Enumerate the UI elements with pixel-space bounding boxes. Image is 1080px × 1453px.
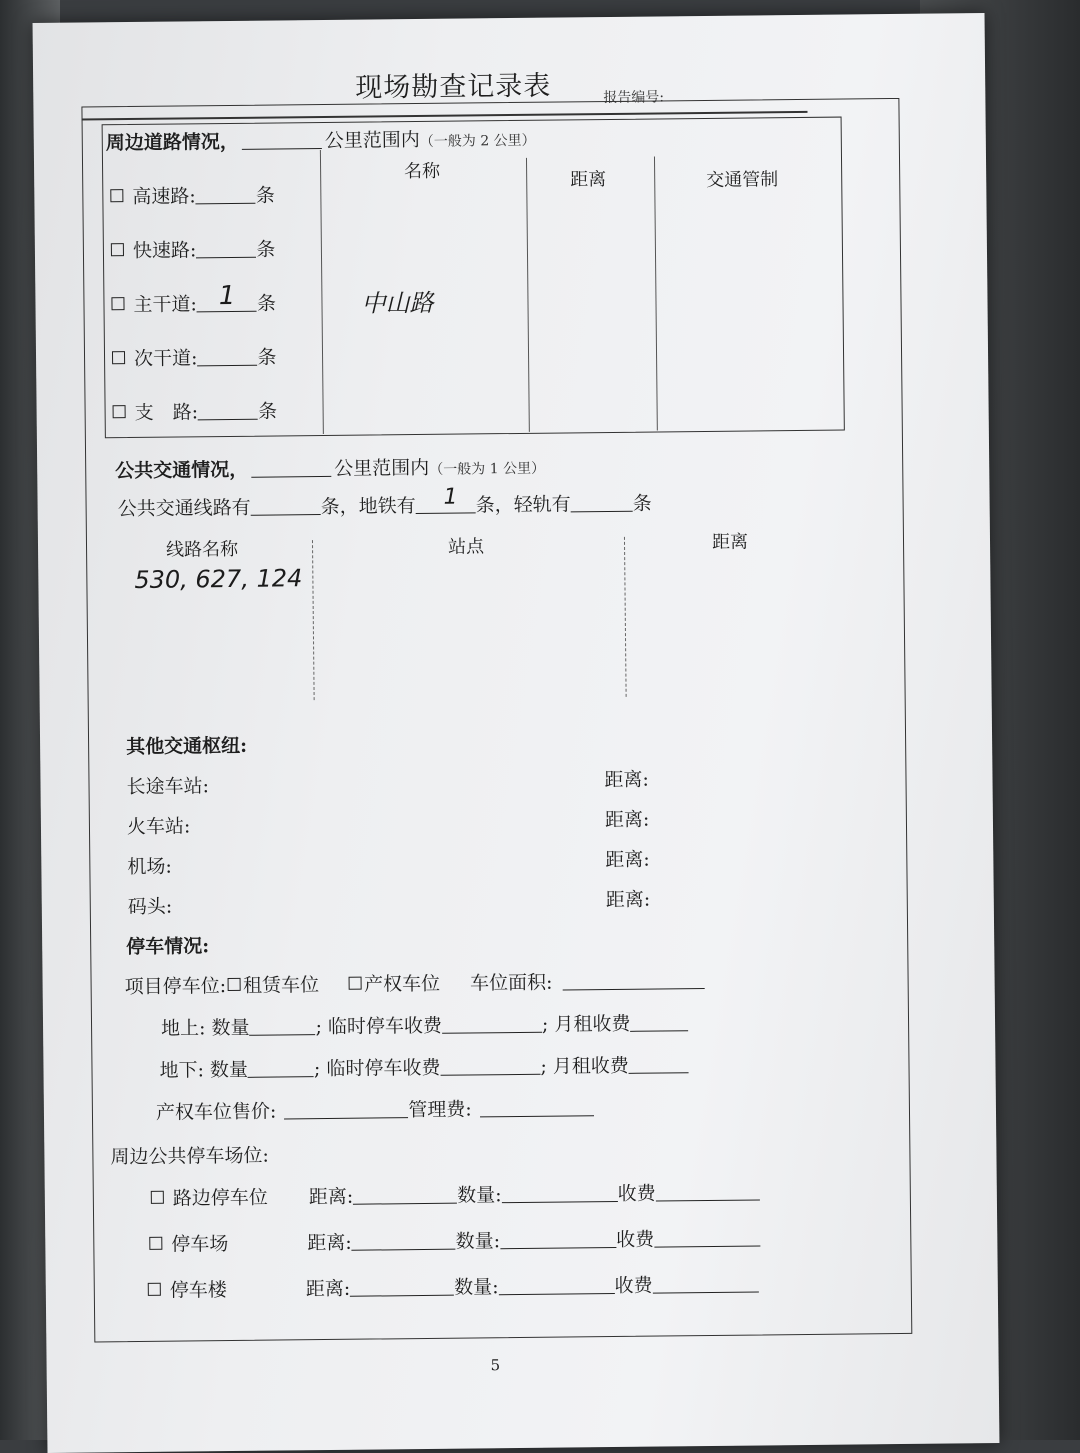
public-parking-heading: 周边公共停车场位: — [110, 1144, 269, 1169]
transit-heading: 公共交通情况， 公里范围内（一般为 1 公里） — [115, 456, 546, 483]
project-parking-row: 项目停车位: 租赁车位 产权车位 车位面积: — [124, 966, 704, 999]
public-parking-garage: 停车楼 距离: 数量: 收费 — [148, 1269, 759, 1302]
property-parking-price-row: 产权车位售价: 管理费: — [156, 1093, 594, 1125]
parking-heading: 停车情况: — [126, 935, 210, 959]
transit-col-distance: 距离 — [711, 531, 749, 553]
checkbox[interactable] — [110, 189, 123, 202]
checkbox[interactable] — [111, 297, 124, 310]
own-checkbox[interactable] — [349, 977, 362, 990]
public-parking-lot: 停车场 距离: 数量: 收费 — [149, 1223, 760, 1256]
ground-parking-row: 地上: 数量 ; 临时停车收费 ; 月租收费 — [161, 1008, 689, 1041]
hub-distance-label: 距离: — [604, 768, 650, 792]
transit-col-line: 线路名称 — [165, 538, 239, 561]
hub-distance-label: 距离: — [605, 848, 650, 872]
hubs-heading: 其他交通枢纽: — [126, 734, 248, 759]
road-item-expressway: 高速路: 条 — [110, 180, 275, 209]
road-item-fastway: 快速路: 条 — [111, 234, 276, 263]
checkbox[interactable] — [112, 351, 125, 364]
roads-col-distance: 距离 — [570, 169, 607, 191]
transit-lines-row: 公共交通线路有 条，地铁有 1 条，轻轨有 条 — [117, 484, 652, 521]
checkbox[interactable] — [148, 1283, 161, 1296]
hub-distance-label: 距离: — [605, 888, 651, 912]
checkbox[interactable] — [111, 243, 124, 256]
public-parking-roadside: 路边停车位 距离: 数量: 收费 — [151, 1177, 760, 1210]
form-sheet — [33, 13, 1000, 1453]
roads-col-traffic: 交通管制 — [706, 169, 779, 191]
road-item-main-road: 主干道: 1 条 — [111, 288, 276, 317]
bus-lines-handwritten: 530, 627, 124 — [134, 564, 303, 594]
road-name-handwritten: 中山路 — [361, 288, 434, 318]
form-title: 现场勘查记录表 — [355, 70, 552, 104]
checkbox[interactable] — [113, 405, 126, 418]
roads-col-name: 名称 — [404, 160, 441, 183]
hub-port: 码头: — [127, 895, 173, 919]
road-item-secondary: 次干道: 条 — [112, 342, 277, 371]
checkbox[interactable] — [149, 1237, 162, 1250]
rent-checkbox[interactable] — [228, 978, 241, 991]
hub-airport: 机场: — [127, 855, 172, 879]
underground-parking-row: 地下: 数量 ; 临时停车收费 ; 月租收费 — [159, 1050, 689, 1083]
checkbox[interactable] — [151, 1191, 164, 1204]
roads-heading: 周边道路情况， 公里范围内（一般为 2 公里） — [105, 128, 536, 155]
road-item-branch: 支 路: 条 — [112, 396, 277, 425]
main-road-count-handwritten: 1 — [218, 280, 236, 312]
metro-count-handwritten: 1 — [443, 484, 458, 510]
hub-distance-label: 距离: — [604, 808, 650, 832]
report-number-label: 报告编号: — [603, 89, 665, 107]
transit-col-station: 站点 — [447, 536, 485, 558]
hub-long-distance-bus: 长途车站: — [126, 775, 210, 799]
page-number: 5 — [490, 1356, 501, 1375]
hub-train-station: 火车站: — [126, 815, 191, 839]
